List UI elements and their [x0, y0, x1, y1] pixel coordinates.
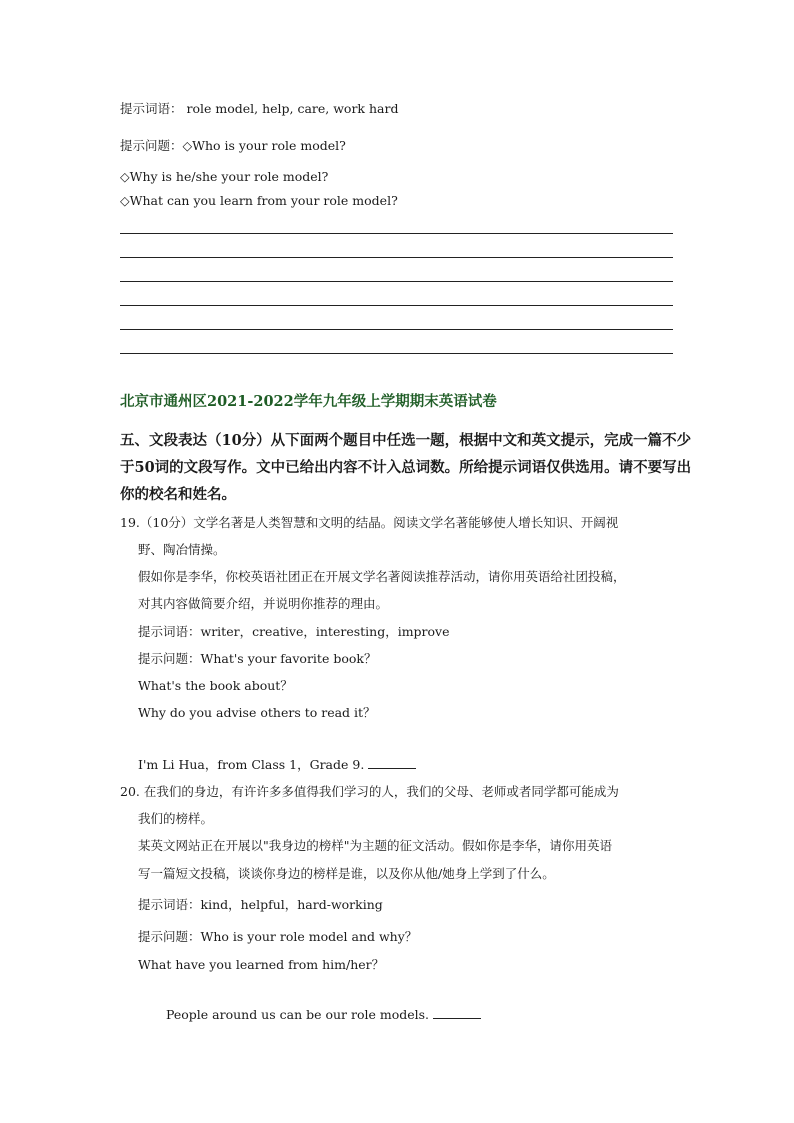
q19-hint-words: 提示词语：writer，creative，interesting，improve [138, 624, 450, 639]
top-hint-question-3: ◇What can you learn from your role model? [120, 193, 398, 208]
top-hint-question-2: ◇Why is he/she your role model? [120, 169, 329, 184]
q20-prompt-line: 我们的榜样。 [138, 811, 214, 826]
writing-line[interactable] [120, 305, 673, 306]
writing-line[interactable] [120, 233, 673, 234]
q19-prompt-line: 假如你是李华，你校英语社团正在开展文学名著阅读推荐活动，请你用英语给社团投稿， [138, 569, 626, 584]
q19-hint-question-1: 提示问题：What's your favorite book？ [138, 651, 377, 666]
top-hint-words: 提示词语： role model, help, care, work hard [120, 101, 399, 116]
q20-prompt-line: 20. 在我们的身边，有许许多多值得我们学习的人，我们的父母、老师或者同学都可能成为 [120, 784, 619, 799]
q20-prompt-line: 写一篇短文投稿，谈谈你身边的榜样是谁，以及你从他/她身上学到了什么。 [138, 866, 555, 881]
instruction-line: 五、文段表达（10分）从下面两个题目中任选一题，根据中文和英文提示，完成一篇不少 [120, 432, 692, 449]
writing-line[interactable] [120, 257, 673, 258]
q20-hint-question-1: 提示问题：Who is your role model and why？ [138, 929, 418, 944]
section-title: 北京市通州区2021-2022学年九年级上学期期末英语试卷 [120, 393, 497, 410]
q20-start-text: People around us can be our role models. [166, 1007, 430, 1022]
q20-hint-question-2: What have you learned from him/her？ [138, 957, 385, 972]
q19-hint-question-3: Why do you advise others to read it？ [138, 705, 376, 720]
q19-prompt-line: 野、陶冶情操。 [138, 542, 226, 557]
q20-answer-start [166, 1007, 481, 1023]
q20-prompt-line: 某英文网站正在开展以"我身边的榜样"为主题的征文活动。假如你是李华，请你用英语 [138, 838, 613, 853]
instruction-line: 于50词的文段写作。文中已给出内容不计入总词数。所给提示词语仅供选用。请不要写出 [120, 459, 692, 476]
q19-start-text: I'm Li Hua，from Class 1，Grade 9. [138, 757, 365, 772]
top-hint-question-1: 提示问题：◇Who is your role model? [120, 138, 346, 153]
q19-answer-blank[interactable] [368, 757, 416, 769]
q19-prompt-line: 对其内容做简要介绍，并说明你推荐的理由。 [138, 596, 389, 611]
q20-answer-blank[interactable] [433, 1007, 481, 1019]
writing-line[interactable] [120, 329, 673, 330]
writing-line[interactable] [120, 353, 673, 354]
instruction-line: 你的校名和姓名。 [120, 486, 236, 503]
q20-hint-words: 提示词语：kind，helpful，hard-working [138, 897, 383, 912]
q19-answer-start [138, 757, 416, 773]
writing-line[interactable] [120, 281, 673, 282]
q19-hint-question-2: What's the book about？ [138, 678, 293, 693]
q19-prompt-line: 19.（10分）文学名著是人类智慧和文明的结晶。阅读文学名著能够使人增长知识、开阔视 [120, 515, 619, 530]
